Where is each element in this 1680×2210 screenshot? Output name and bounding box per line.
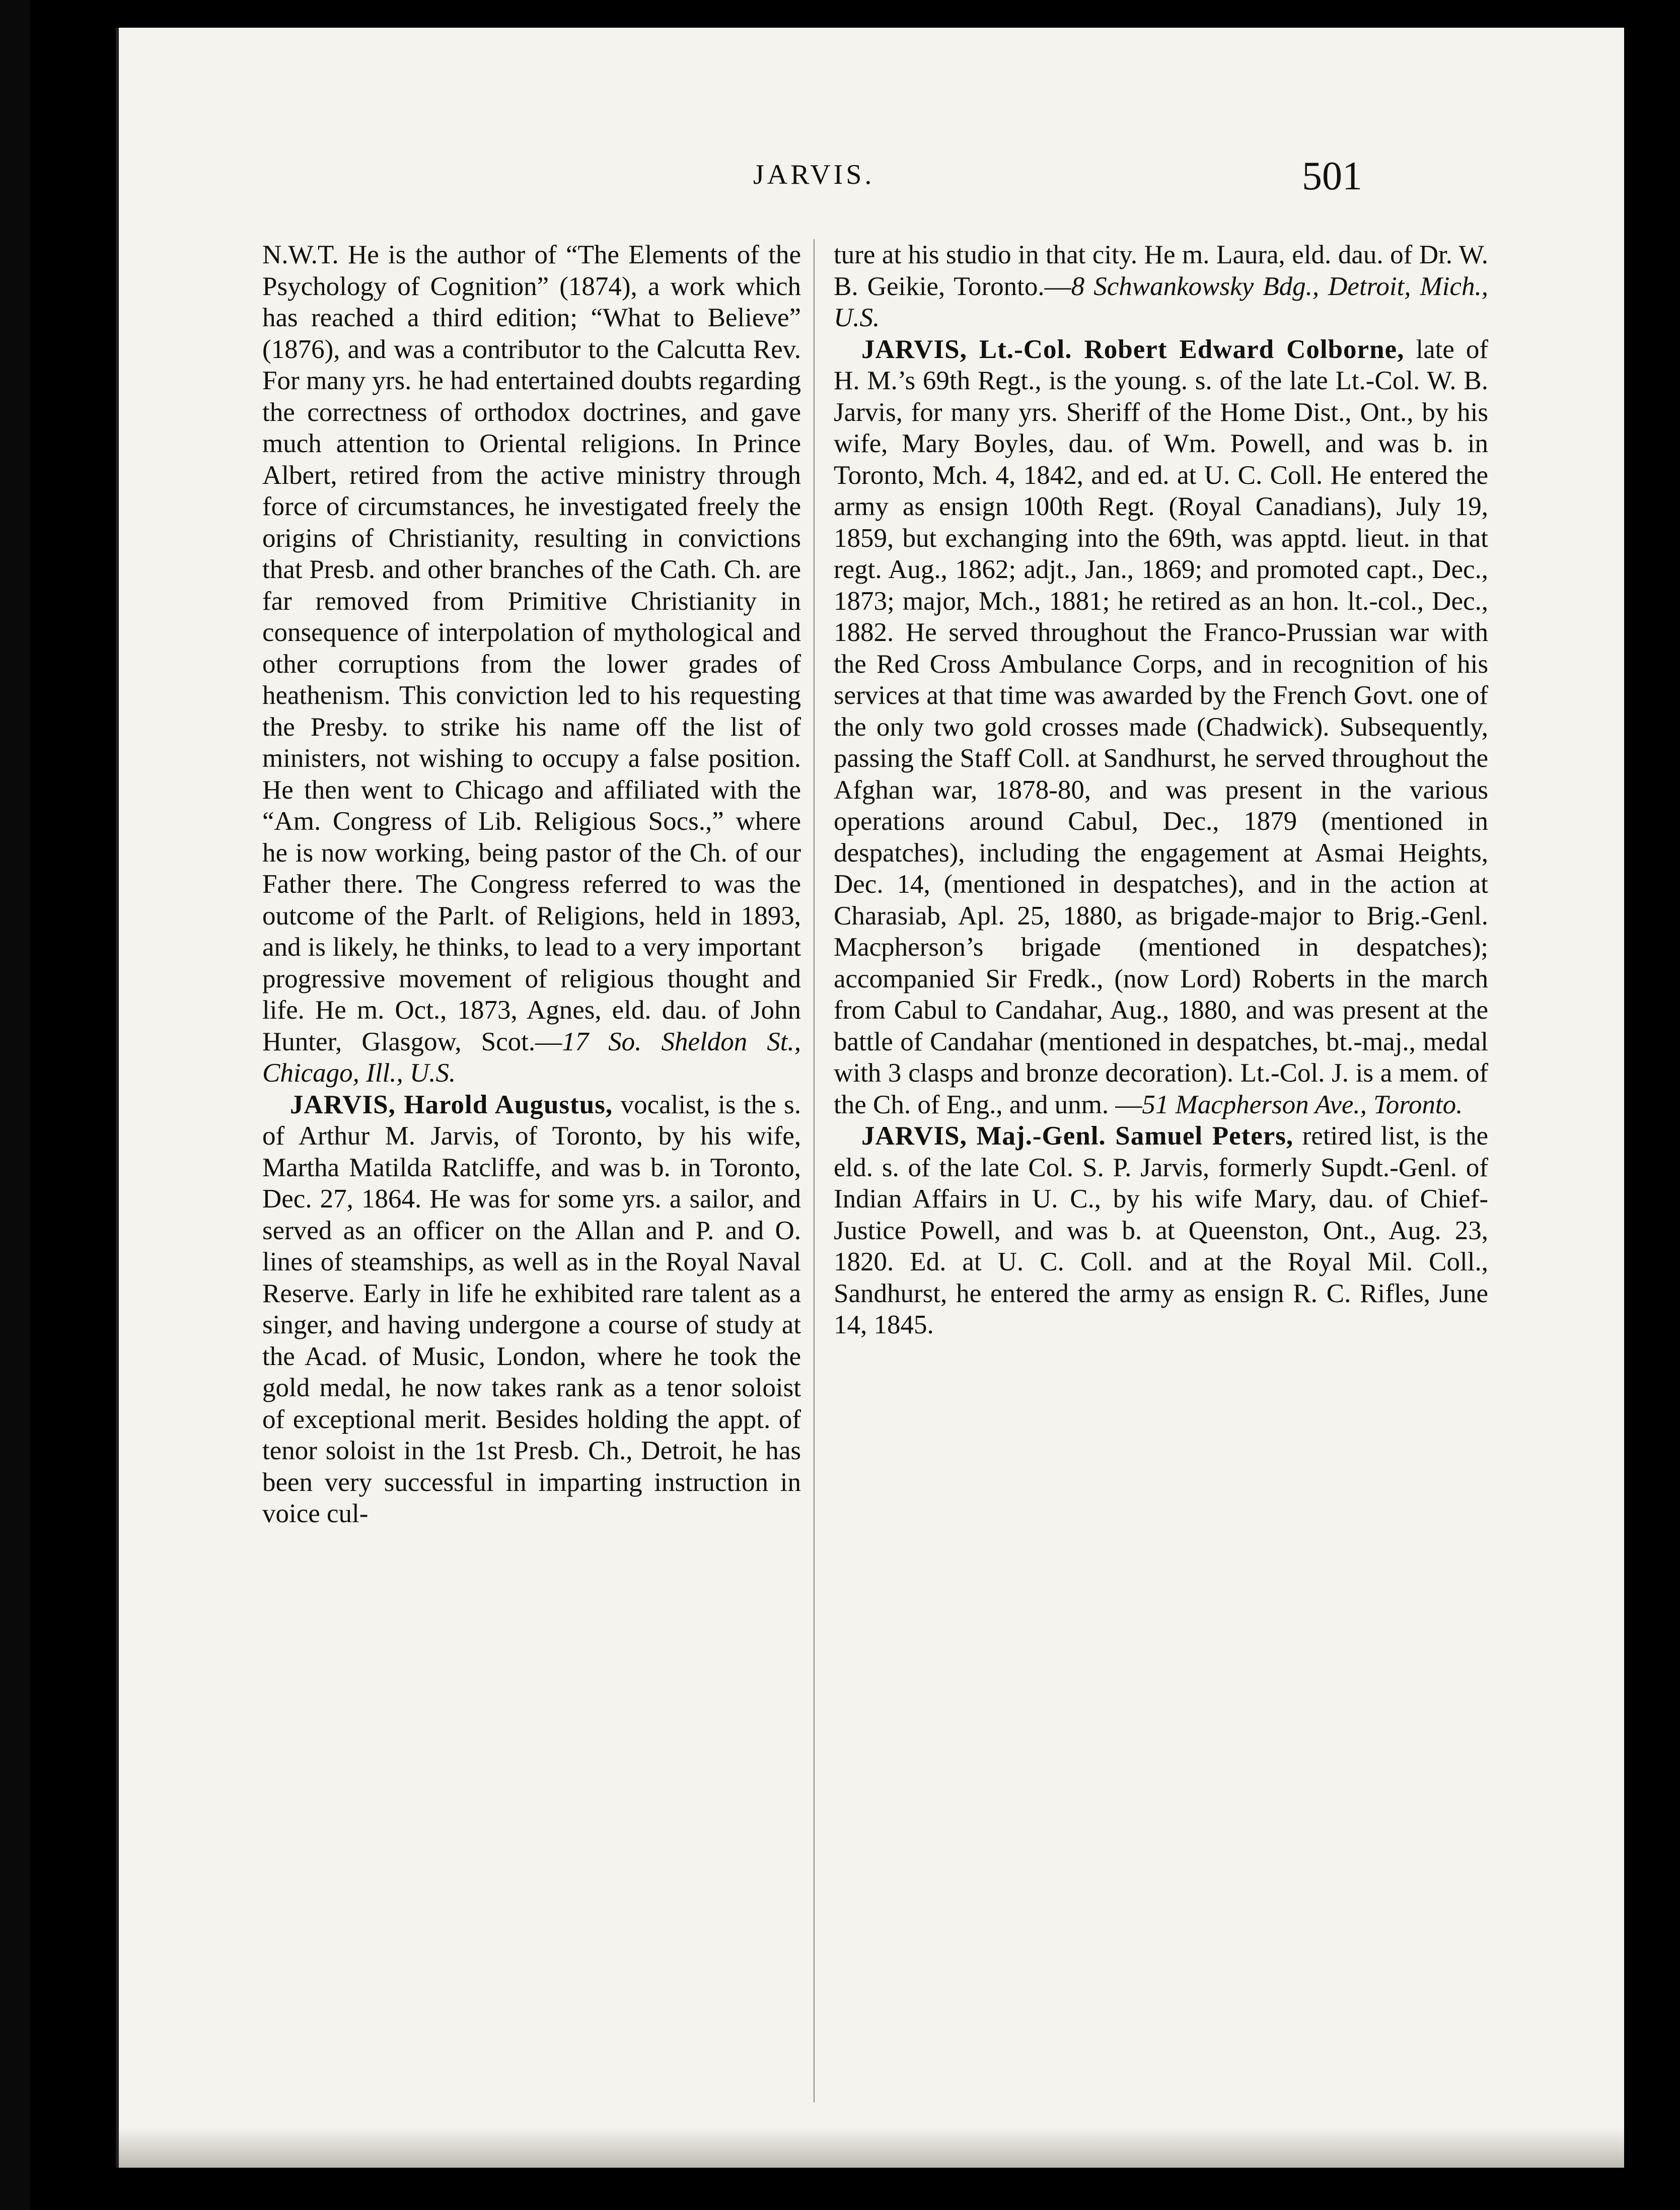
running-head: JARVIS. — [753, 159, 875, 190]
book-page — [116, 28, 1624, 2168]
entry-heading: JARVIS, Harold Augustus, — [290, 1090, 613, 1119]
entry-text: retired list, is the eld. s. of the late Col. S. P. Jarvis, formerly Supdt.-Genl. of Indian Affairs in U. C., by his wife Mary, dau. of Chief-Justice Powell, and was b. at Queenston, Ont., Aug. 23, 1820. Ed. at U. C. Coll. and at the Royal Mil. Coll., Sandhurst, he entered the army as ensign R. C. Rifles, June 14, 1845. — [834, 1121, 1488, 1339]
page-number: 501 — [1302, 154, 1362, 198]
entry-robert-jarvis — [834, 334, 1488, 1121]
entry-text: vocalist, is the s. of Arthur M. Jarvis, of Toronto, by his wife, Martha Matilda Ratcliffe, and was b. in Toronto, Dec. 27, 1864. He was for some yrs. a sailor, and served as an officer on the Allan and P. and O. lines of steamships, as well as in the Royal Naval Reserve. Early in life he exhibited rare talent as a singer, and having undergone a course of study at the Acad. of Music, London, where he took the gold medal, he now takes rank as a tenor soloist of exceptional merit. Besides holding the appt. of tenor soloist in the 1st Presb. Ch., Detroit, he has been very successful in imparting instruction in voice cul- — [262, 1090, 801, 1528]
entry-continuation — [834, 239, 1488, 334]
column-divider — [814, 239, 815, 2102]
entry-harold-jarvis — [262, 1089, 801, 1530]
entry-address: 8 Schwankowsky Bdg., Detroit, Mich., U.S. — [834, 271, 1489, 332]
page-header — [119, 154, 1624, 204]
entry-text: ture at his studio in that city. He m. Laura, eld. dau. of Dr. W. B. Geikie, Toronto.— — [834, 240, 1488, 301]
adjacent-page-edge — [0, 0, 30, 2210]
entry-text: N.W.T. He is the author of “The Elements of the Psychology of Cognition” (1874), a work which has reached a third edition; “What to Believe” (1876), and was a contributor to the Calcutta Rev. For many yrs. he had entertained doubts regarding the correctness of orthodox doctrines, and gave much attention to Oriental religions. In Prince Albert, retired from the active ministry through force of circumstances, he investigated freely the origins of Christianity, resulting in convictions that Presb. and other branches of the Cath. Ch. are far removed from Primitive Christianity in consequence of interpolation of mythological and other corruptions from the lower grades of heathenism. This conviction led to his requesting the Presby. to strike his name off the list of ministers, not wishing to occupy a false position. He then went to Chicago and affiliated with the “Am. Congress of Lib. Religious Socs.,” where he is now working, being pastor of the Ch. of our Father there. The Congress referred to was the outcome of the Parlt. of Religions, held in 1893, and is likely, he thinks, to lead to a very important progressive movement of religious thought and life. He m. Oct., 1873, Agnes, eld. dau. of John Hunter, Glasgow, Scot.— — [262, 240, 801, 1056]
right-column — [834, 239, 1488, 1341]
entry-address: 51 Macpherson Ave., Toronto. — [1142, 1090, 1463, 1119]
entry-samuel-jarvis — [834, 1120, 1488, 1341]
entry-heading: JARVIS, Maj.-Genl. Samuel Peters, — [861, 1121, 1294, 1151]
scan-bottom-edge — [119, 2127, 1624, 2168]
entry-continuation — [262, 239, 801, 1089]
entry-text: late of H. M.’s 69th Regt., is the young. s. of the late Lt.-Col. W. B. Jarvis, for many yrs. Sheriff of the Home Dist., Ont., by his wife, Mary Boyles, dau. of Wm. Powell, and was b. in Toronto, Mch. 4, 1842, and ed. at U. C. Coll. He entered the army as ensign 100th Regt. (Royal Canadians), July 19, 1859, but exchanging into the 69th, was apptd. lieut. in that regt. Aug., 1862; adjt., Jan., 1869; and promoted capt., Dec., 1873; major, Mch., 1881; he retired as an hon. lt.-col., Dec., 1882. He served throughout the Franco-Prussian war with the Red Cross Ambulance Corps, and in recognition of his services at that time was awarded by the French Govt. one of the only two gold crosses made (Chadwick). Subsequently, passing the Staff Coll. at Sandhurst, he served throughout the Afghan war, 1878-80, and was present in the various operations around Cabul, Dec., 1879 (mentioned in despatches), including the engagement at Asmai Heights, Dec. 14, (mentioned in despatches), and in the action at Charasiab, Apl. 25, 1880, as brigade-major to Brig.-Genl. Macpherson’s brigade (mentioned in despatches); accompanied Sir Fredk., (now Lord) Roberts in the march from Cabul to Candahar, Aug., 1880, and was present at the battle of Candahar (mentioned in despatches, bt.-maj., medal with 3 clasps and bronze decoration). Lt.-Col. J. is a mem. of the Ch. of Eng., and unm. — — [834, 334, 1489, 1119]
entry-address: 17 So. Sheldon St., Chicago, Ill., U.S. — [262, 1027, 801, 1088]
entry-heading: JARVIS, Lt.-Col. Robert Edward Colborne, — [861, 334, 1405, 364]
left-column — [262, 239, 801, 1530]
